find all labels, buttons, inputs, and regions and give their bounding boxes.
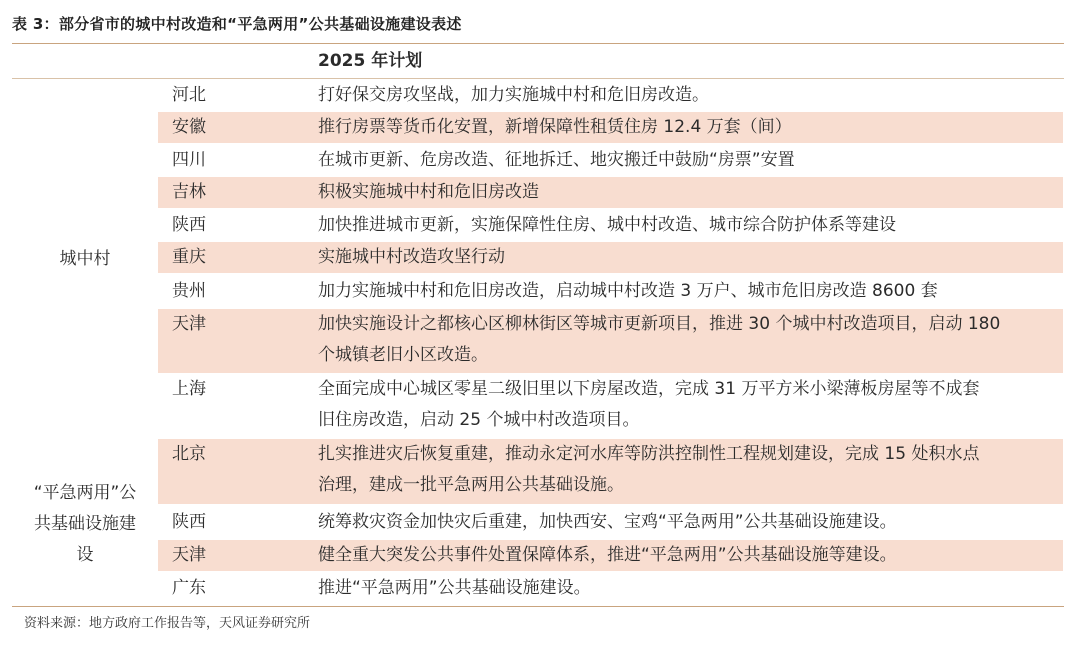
category-urban-village: 城中村 bbox=[59, 249, 111, 269]
table-row-hebei bbox=[158, 80, 1063, 111]
plan-cell: 加快实施设计之都核心区柳林街区等城市更新项目，推进 30 个城中村改造项目，启动 180 个城镇老旧小区改造。 bbox=[318, 314, 1001, 365]
top-rule bbox=[12, 43, 1064, 44]
plan-cell: 健全重大突发公共事件处置保障体系，推进“平急两用”公共基础设施等建设。 bbox=[318, 545, 897, 565]
plan-cell: 加快推进城市更新，实施保障性住房、城中村改造、城市综合防护体系等建设 bbox=[318, 215, 896, 235]
table-row-tianjin bbox=[158, 309, 1063, 373]
plan-cell: 实施城中村改造攻坚行动 bbox=[318, 247, 505, 267]
plan-cell: 全面完成中心城区零星二级旧里以下房屋改造，完成 31 万平方米小梁薄板房屋等不成套 旧住房改造，启动 25 个城中村改造项目。 bbox=[318, 379, 980, 430]
plan-cell: 推进“平急两用”公共基础设施建设。 bbox=[318, 578, 591, 598]
plan-cell: 推行房票等货币化安置，新增保障性租赁住房 12.4 万套（间） bbox=[318, 117, 792, 137]
table-row-guangdong bbox=[158, 573, 1063, 604]
province-cell: 北京 bbox=[172, 444, 206, 464]
province-cell: 陕西 bbox=[172, 215, 206, 235]
province-cell: 安徽 bbox=[172, 117, 206, 137]
bottom-rule bbox=[12, 606, 1064, 607]
table-title: 表 3：部分省市的城中村改造和“平急两用”公共基础设施建设表述 bbox=[12, 15, 462, 33]
header-plan-column: 2025 年计划 bbox=[318, 51, 423, 71]
plan-cell: 扎实推进灾后恢复重建，推动永定河水库等防洪控制性工程规划建设，完成 15 处积水点 治理，建成一批平急两用公共基础设施。 bbox=[318, 444, 980, 495]
province-cell: 河北 bbox=[172, 85, 206, 105]
table-row-shanghai bbox=[158, 374, 1063, 438]
province-cell: 上海 bbox=[172, 379, 206, 399]
table-row-shaanxi-2 bbox=[158, 507, 1063, 538]
plan-cell: 打好保交房攻坚战，加力实施城中村和危旧房改造。 bbox=[318, 85, 709, 105]
plan-cell: 在城市更新、危房改造、征地拆迁、地灾搬迁中鼓励“房票”安置 bbox=[318, 150, 795, 170]
table-row-jilin bbox=[158, 177, 1063, 208]
province-cell: 重庆 bbox=[172, 247, 206, 267]
table-row-beijing bbox=[158, 439, 1063, 504]
province-cell: 广东 bbox=[172, 578, 206, 598]
province-cell: 贵州 bbox=[172, 281, 206, 301]
table-row-tianjin-2 bbox=[158, 540, 1063, 571]
province-cell: 陕西 bbox=[172, 512, 206, 532]
header-rule bbox=[12, 78, 1064, 79]
plan-cell: 加力实施城中村和危旧房改造，启动城中村改造 3 万户、城市危旧房改造 8600 套 bbox=[318, 281, 938, 301]
plan-cell: 积极实施城中村和危旧房改造 bbox=[318, 182, 539, 202]
table-row-sichuan bbox=[158, 145, 1063, 176]
table-row-shaanxi bbox=[158, 210, 1063, 241]
source-note: 资料来源：地方政府工作报告等，天风证券研究所 bbox=[24, 616, 311, 631]
table-row-anhui bbox=[158, 112, 1063, 143]
table-row-chongqing bbox=[158, 242, 1063, 273]
province-cell: 天津 bbox=[172, 545, 206, 565]
province-cell: 四川 bbox=[172, 150, 206, 170]
province-cell: 吉林 bbox=[172, 182, 206, 202]
table-row-guizhou bbox=[158, 276, 1063, 307]
plan-cell: 统筹救灾资金加快灾后重建，加快西安、宝鸡“平急两用”公共基础设施建设。 bbox=[318, 512, 897, 532]
province-cell: 天津 bbox=[172, 314, 206, 334]
category-dual-use-infrastructure: “平急两用”公 共基础设施建 设 bbox=[33, 483, 137, 565]
